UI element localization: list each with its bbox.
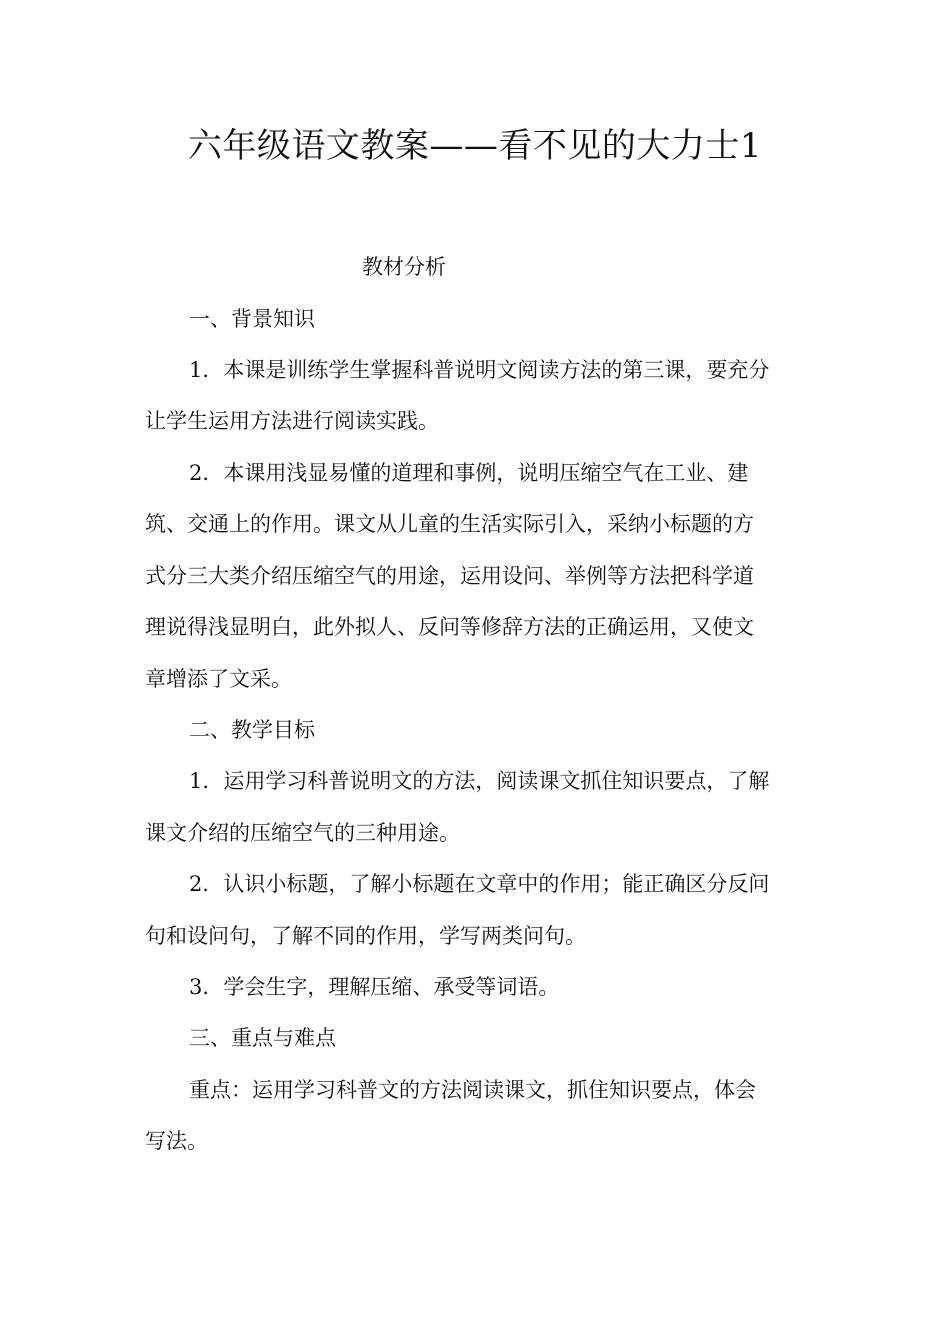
paragraph-line: 筑、交通上的作用。课文从儿童的生活实际引入，采纳小标题的方 xyxy=(145,512,754,536)
goals-heading: 二、教学目标 xyxy=(189,718,315,742)
paragraph-line: 2．本课用浅显易懂的道理和事例，说明压缩空气在工业、建 xyxy=(189,461,749,485)
paragraph-line: 2．认识小标题，了解小标题在文章中的作用；能正确区分反问 xyxy=(189,872,770,896)
paragraph-line: 句和设问句，了解不同的作用，学写两类问句。 xyxy=(145,924,586,948)
document-title: 六年级语文教案——看不见的大力士1 xyxy=(187,126,763,166)
paragraph-line: 写法。 xyxy=(145,1129,208,1153)
section-heading: 教材分析 xyxy=(362,255,446,279)
paragraph-line: 理说得浅显明白，此外拟人、反问等修辞方法的正确运用，又使文 xyxy=(145,615,754,639)
key-points-heading: 三、重点与难点 xyxy=(189,1026,336,1050)
paragraph-line: 3．学会生字，理解压缩、承受等词语。 xyxy=(189,975,560,999)
paragraph-line: 章增添了文采。 xyxy=(145,667,292,691)
background-heading: 一、背景知识 xyxy=(189,307,315,331)
paragraph-line: 课文介绍的压缩空气的三种用途。 xyxy=(145,821,460,845)
paragraph-line: 1．本课是训练学生掌握科普说明文阅读方法的第三课，要充分 xyxy=(189,358,770,382)
paragraph-line: 式分三大类介绍压缩空气的用途，运用设问、举例等方法把科学道 xyxy=(145,564,754,588)
paragraph-line: 1．运用学习科普说明文的方法，阅读课文抓住知识要点，了解 xyxy=(189,769,770,793)
paragraph-line: 让学生运用方法进行阅读实践。 xyxy=(145,409,439,433)
paragraph-line: 重点：运用学习科普文的方法阅读课文，抓住知识要点，体会 xyxy=(189,1078,756,1102)
